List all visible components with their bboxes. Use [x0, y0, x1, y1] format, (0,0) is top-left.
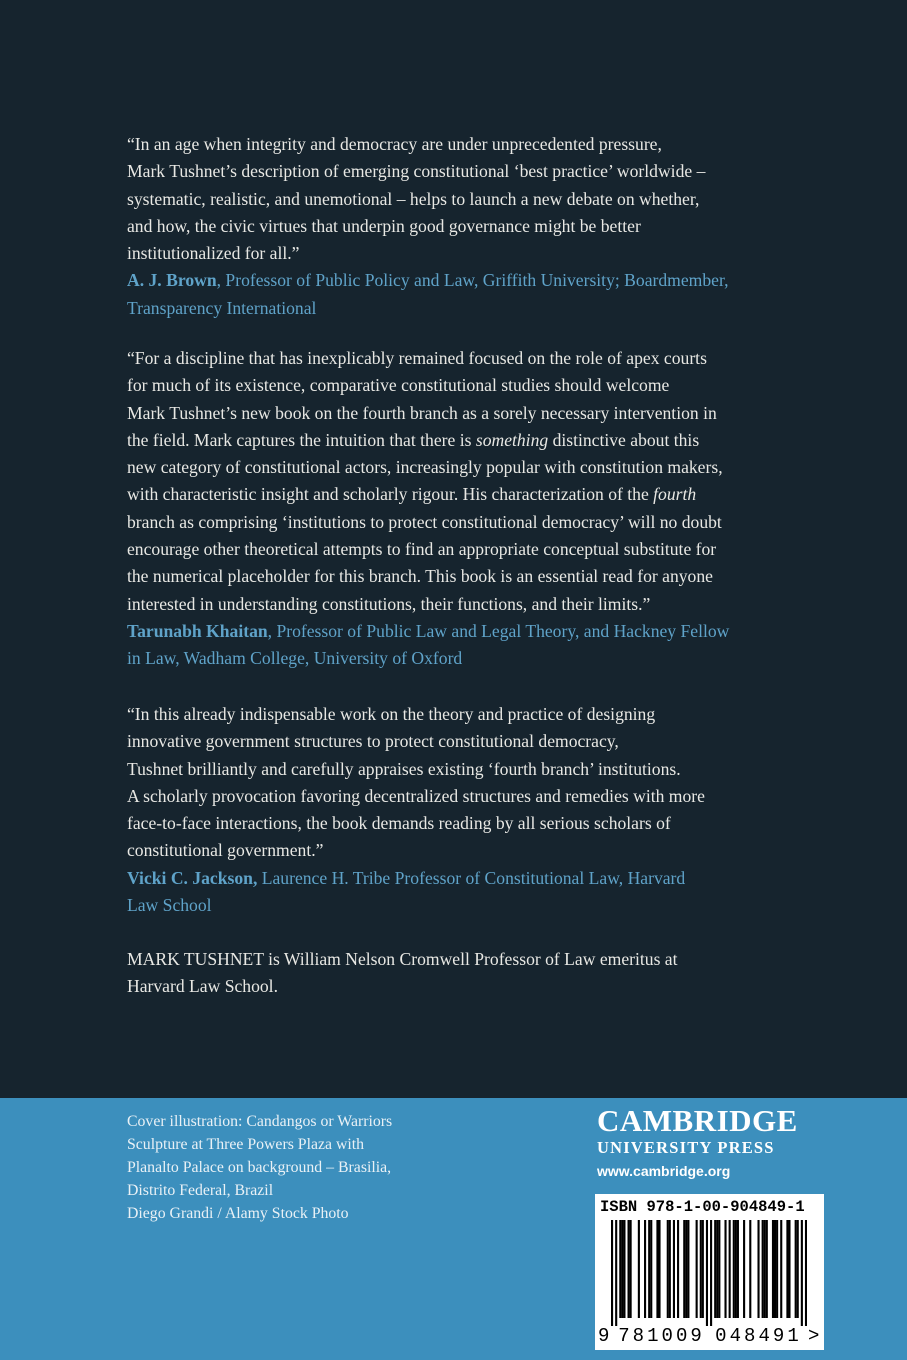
credit-line: Diego Grandi / Alamy Stock Photo	[127, 1205, 349, 1222]
barcode-bar	[805, 1220, 807, 1326]
barcode-bars	[611, 1220, 807, 1326]
barcode-bar	[702, 1220, 704, 1318]
barcode-digit: 9	[598, 1325, 610, 1347]
barcode-bar	[611, 1220, 613, 1326]
barcode-bar	[619, 1220, 621, 1318]
barcode-bar	[644, 1220, 646, 1318]
blurb-line: branch as comprising ‘institutions to protect constitutional democracy’ will no doubt	[127, 511, 722, 532]
publisher-subtitle: UNIVERSITY PRESS	[597, 1138, 775, 1157]
barcode-bar	[766, 1220, 768, 1318]
blurb-line: the numerical placeholder for this branch. This book is an essential read for anyone	[127, 566, 713, 587]
barcode-digit: 0	[715, 1325, 727, 1347]
barcode-digit: 7	[618, 1325, 630, 1347]
publisher-name: CAMBRIDGE	[597, 1103, 798, 1138]
barcode-bar	[788, 1220, 790, 1318]
blurb-khaitan	[127, 345, 817, 673]
barcode-bar	[700, 1220, 702, 1318]
barcode-bar	[764, 1220, 766, 1318]
blurb-line: face-to-face interactions, the book demands reading by all serious scholars of	[127, 813, 671, 834]
attribution-text: , Professor of Public Law and Legal Theory, and Hackney Fellow	[267, 620, 730, 641]
barcode-bar	[650, 1220, 652, 1318]
barcode-bar	[669, 1220, 671, 1318]
barcode-digit: 8	[744, 1325, 756, 1347]
barcode-bar	[706, 1220, 708, 1326]
blurb-brown	[127, 131, 817, 322]
attribution-text: , Professor of Public Policy and Law, Griffith University; Boardmember,	[216, 270, 729, 291]
cover-credit	[127, 1110, 467, 1225]
barcode-bar	[780, 1220, 782, 1318]
credit-line: Cover illustration: Candangos or Warriors	[127, 1113, 393, 1130]
bio-line: Harvard Law School.	[127, 976, 278, 997]
blurb-line: the field. Mark captures the intuition that there is something distinctive about this	[127, 429, 700, 450]
barcode-bar	[677, 1220, 679, 1318]
isbn-barcode	[595, 1194, 824, 1350]
blurb-attribution	[127, 267, 817, 294]
credit-line: Sculpture at Three Powers Plaza with	[127, 1136, 365, 1153]
attribution-text: Law School	[127, 895, 212, 916]
blurb-line: interested in understanding constitutions, their functions, and their limits.”	[127, 593, 651, 614]
barcode-bar	[733, 1220, 735, 1318]
barcode-digit: 4	[758, 1325, 770, 1347]
blurb-line: “For a discipline that has inexplicably remained focused on the role of apex courts	[127, 348, 707, 368]
attribution-name: Tarunabh Khaitan	[127, 620, 268, 641]
bio-line: MARK TUSHNET is William Nelson Cromwell Professor of Law emeritus at	[127, 949, 678, 969]
barcode-bar	[762, 1220, 764, 1318]
barcode-digit: 9	[690, 1325, 702, 1347]
barcode-digit: 1	[647, 1325, 659, 1347]
attribution-name: A. J. Brown	[127, 270, 217, 291]
barcode-bar	[797, 1220, 799, 1318]
blurb-line: “In this already indispensable work on the theory and practice of designing	[127, 704, 656, 724]
barcode-bar	[772, 1220, 774, 1318]
barcode-bar	[776, 1220, 778, 1318]
barcode-bar	[696, 1220, 698, 1318]
barcode-bar	[729, 1220, 731, 1318]
isbn-label: ISBN 978-1-00-904849-1	[600, 1198, 805, 1216]
barcode-bar	[656, 1220, 658, 1318]
barcode-bar	[714, 1220, 716, 1318]
barcode-bar	[623, 1220, 625, 1318]
barcode-bar	[774, 1220, 776, 1318]
barcode-digit: 0	[661, 1325, 673, 1347]
barcode-digit: 1	[787, 1325, 799, 1347]
blurb-line: institutionalized for all.”	[127, 243, 300, 264]
barcode-digit: 8	[632, 1325, 645, 1347]
barcode-bar	[615, 1220, 617, 1326]
barcode-bar	[735, 1220, 737, 1318]
credit-line: Planalto Palace on background – Brasilia,	[127, 1159, 392, 1176]
publisher-logo	[597, 1104, 827, 1182]
blurb-line: A scholarly provocation favoring decentralized structures and remedies with more	[127, 785, 705, 806]
barcode-digit: 9	[772, 1325, 785, 1347]
blurb-line: encourage other theoretical attempts to find an appropriate conceptual substitute for	[127, 539, 717, 560]
blurb-jackson	[127, 701, 817, 919]
barcode-bar	[718, 1220, 720, 1318]
attribution-text: Laurence H. Tribe Professor of Constitutional Law, Harvard	[257, 867, 686, 888]
blurb-line: “In an age when integrity and democracy are under unprecedented pressure,	[127, 134, 662, 154]
barcode-bar	[673, 1220, 675, 1318]
blurb-line: for much of its existence, comparative constitutional studies should welcome	[127, 375, 670, 396]
barcode-bar	[687, 1220, 689, 1318]
blurb-line: and how, the civic virtues that underpin good governance might be better	[127, 215, 641, 236]
blurb-line: new category of constitutional actors, increasingly popular with constitution makers,	[127, 457, 723, 478]
barcode-bar	[630, 1220, 632, 1318]
blurb-line: constitutional government.”	[127, 840, 324, 861]
barcode-bar	[628, 1220, 630, 1318]
barcode-bar	[724, 1220, 726, 1318]
blurb-attribution	[127, 618, 817, 645]
barcode-bar	[685, 1220, 687, 1318]
blurb-line: innovative government structures to protect constitutional democracy,	[127, 731, 619, 752]
credit-line: Distrito Federal, Brazil	[127, 1182, 274, 1199]
barcode-bar	[749, 1220, 751, 1318]
barcode-bar	[658, 1220, 660, 1318]
barcode-bar	[737, 1220, 739, 1318]
blurb-line: systematic, realistic, and unemotional – helps to launch a new debate on whether,	[127, 188, 700, 209]
attribution-text: Transparency International	[127, 297, 317, 318]
barcode-bar	[638, 1220, 640, 1318]
barcode-digit: 4	[729, 1325, 741, 1347]
publisher-url: www.cambridge.org	[597, 1163, 731, 1179]
blurb-line: Tushnet brilliantly and carefully appraises existing ‘fourth branch’ institutions.	[127, 758, 681, 779]
barcode-bar	[801, 1220, 803, 1326]
footer-band	[0, 1098, 907, 1360]
barcode-bar	[795, 1220, 797, 1318]
blurb-line: Mark Tushnet’s description of emerging constitutional ‘best practice’ worldwide –	[127, 161, 706, 182]
barcode-digit: 0	[675, 1325, 688, 1347]
attribution-name: Vicki C. Jackson,	[127, 867, 258, 888]
barcode-bar	[683, 1220, 685, 1318]
barcode-bar	[710, 1220, 712, 1326]
barcode-bar	[667, 1220, 669, 1318]
blurb-line: with characteristic insight and scholarly rigour. His characterization of the fourth	[127, 484, 697, 505]
attribution-text: in Law, Wadham College, University of Oxford	[127, 648, 463, 669]
barcode-bar	[716, 1220, 718, 1318]
author-bio	[127, 946, 817, 1001]
blurb-line: Mark Tushnet’s new book on the fourth branch as a sorely necessary intervention in	[127, 402, 717, 423]
blurb-attribution	[127, 865, 817, 892]
barcode-bar	[757, 1220, 759, 1318]
barcode-bar	[621, 1220, 623, 1318]
barcode-digit: >	[808, 1325, 820, 1347]
barcode-bar	[786, 1220, 788, 1318]
barcode-bar	[648, 1220, 650, 1318]
barcode-bar	[743, 1220, 745, 1318]
